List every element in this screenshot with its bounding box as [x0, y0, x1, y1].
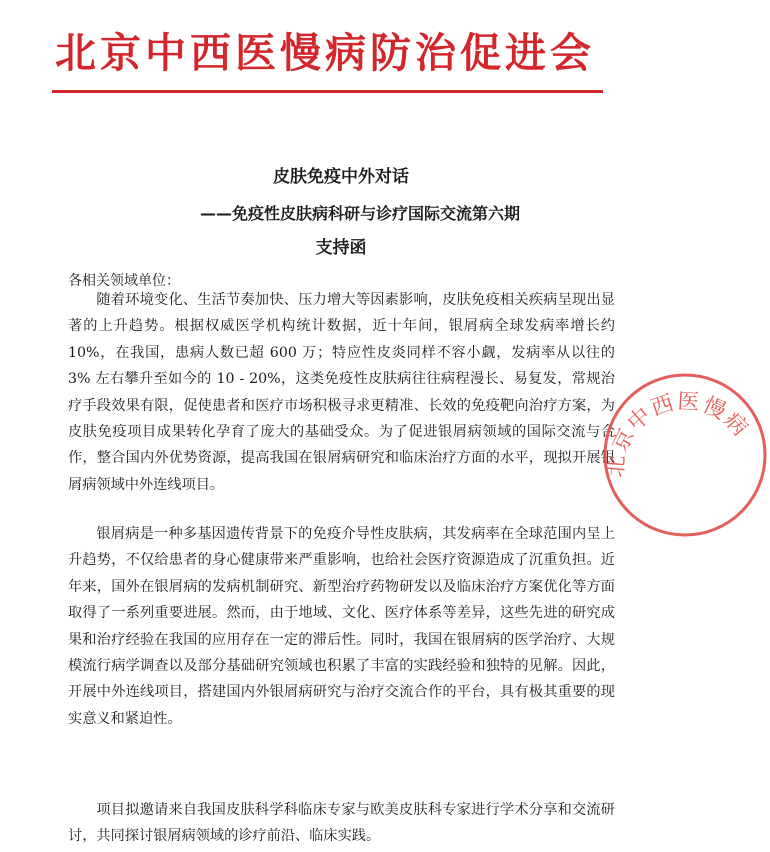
- body-paragraph: 银屑病是一种多基因遗传背景下的免疫介导性皮肤病，其发病率在全球范围内呈上升趋势，不仅给患者的身心健康带来严重影响，也给社会医疗资源造成了沉重负担。近年来，国外在银屑病的发病机制研究、新型治疗药物研发以及临床治疗方案优化等方面取得了一系列重要进展。然而，由于地域、文化、医疗体系等差异，这些先进的研究成果和治疗经验在我国的应用存在一定的滞后性。同时，我国在银屑病的医学治疗、大规模流行病学调查以及部分基础研究领域也积累了丰富的实践经验和独特的见解。因此，开展中外连线项目，搭建国内外银屑病研究与治疗交流合作的平台，具有极其重要的现实意义和紧迫性。: [68, 526, 615, 727]
- salutation: 各相关领域单位：: [68, 273, 180, 289]
- document-type: 支持函: [315, 238, 367, 258]
- document-title: 皮肤免疫中外对话: [273, 167, 409, 187]
- body-paragraph: 项目拟邀请来自我国皮肤科学科临床专家与欧美皮肤科专家进行学术分享和交流研讨，共同探讨银屑病领域的诊疗前沿、临床实践。: [68, 802, 615, 845]
- body-paragraph: 随着环境变化、生活节奏加快、压力增大等因素影响，皮肤免疫相关疾病呈现出显著的上升趋势。根据权威医学机构统计数据，近十年间，银屑病全球发病率增长约 10%，在我国，患病人数已超 600 万；特应性皮炎同样不容小觑，发病率从以往的 3% 左右攀升至如今的 10 - 20%，这类免疫性皮肤病往往病程漫长、易复发，常规治疗手段效果有限，促使患者和医疗市场积极寻求更精准、长效的免疫靶向治疗方案，为皮肤免疫项目成果转化孕育了庞大的基础受众。为了促进银屑病领域的国际交流与合作，整合国内外优势资源，提高我国在银屑病研究和临床治疗方面的水平，现拟开展银屑病领域中外连线项目。: [68, 292, 615, 493]
- letterhead-divider: [52, 90, 603, 93]
- document-subtitle: ——免疫性皮肤病科研与诊疗国际交流第六期: [200, 204, 521, 223]
- seal-text: 北京中西医慢病: [603, 389, 754, 479]
- letterhead-org-name: 北京中西医慢病防治促进会: [55, 29, 595, 77]
- official-seal: [600, 370, 770, 540]
